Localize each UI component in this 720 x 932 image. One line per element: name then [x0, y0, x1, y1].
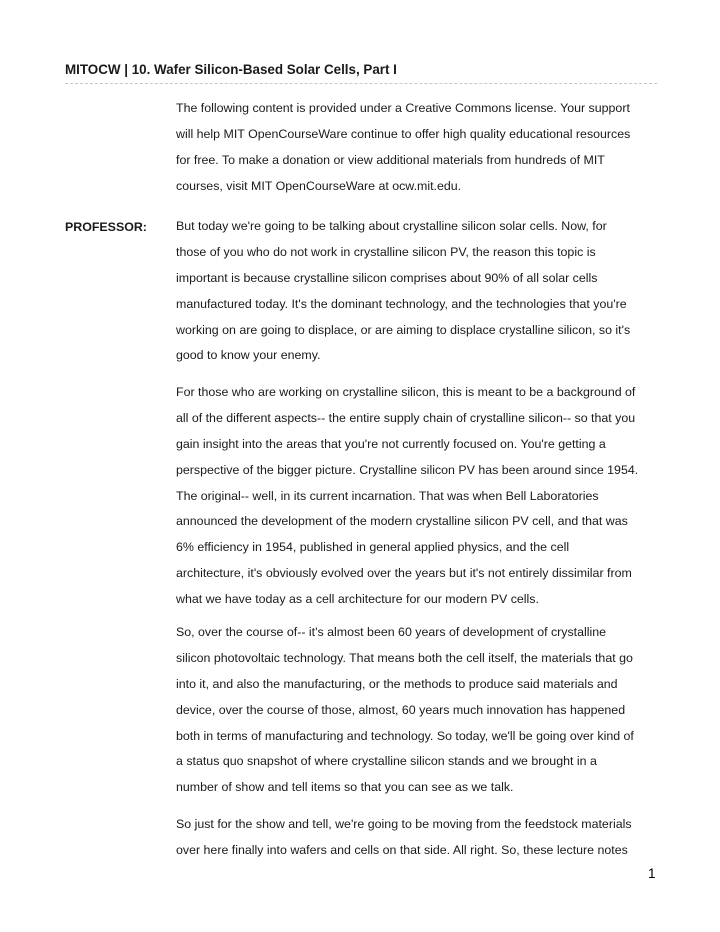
text-line: a status quo snapshot of where crystalline silicon stands and we brought in a [176, 754, 597, 769]
text-line: good to know your enemy. [176, 348, 321, 363]
text-line: those of you who do not work in crystalline silicon PV, the reason this topic is [176, 244, 596, 259]
page-number: 1 [648, 866, 656, 881]
text-line: 6% efficiency in 1954, published in general applied physics, and the cell [176, 540, 570, 555]
header-divider [65, 83, 657, 84]
speaker-label: PROFESSOR: [65, 220, 147, 234]
text-line: both in terms of manufacturing and technology. So today, we'll be going over kind of [176, 728, 634, 743]
text-line: announced the development of the modern crystalline silicon PV cell, and that was [176, 514, 628, 529]
license-notice-paragraph [176, 96, 666, 200]
text-line: will help MIT OpenCourseWare continue to offer high quality educational resources [176, 126, 631, 141]
text-line: So just for the show and tell, we're going to be moving from the feedstock materials [176, 817, 632, 831]
transcript-paragraph [176, 380, 666, 613]
text-line: important is because crystalline silicon comprises about 90% of all solar cells [176, 270, 598, 285]
document-title: MITOCW | 10. Wafer Silicon-Based Solar Cells, Part I [65, 62, 397, 77]
text-line: courses, visit MIT OpenCourseWare at ocw.mit.edu. [176, 178, 462, 193]
text-line: gain insight into the areas that you're not currently focused on. You're getting a [176, 436, 606, 451]
text-line: perspective of the bigger picture. Crystalline silicon PV has been around since 1954. [176, 462, 639, 477]
text-line: So, over the course of-- it's almost been 60 years of development of crystalline [176, 625, 607, 639]
text-line: manufactured today. It's the dominant technology, and the technologies that you're [176, 296, 627, 311]
text-line: architecture, it's obviously evolved over the years but it's not entirely dissimilar from [176, 566, 632, 581]
text-line: The original-- well, in its current incarnation. That was when Bell Laboratories [176, 488, 599, 503]
text-line: what we have today as a cell architecture for our modern PV cells. [176, 592, 539, 607]
text-line: But today we're going to be talking about crystalline silicon solar cells. Now, for [176, 219, 607, 233]
text-line: working on are going to displace, or are aiming to displace crystalline silicon, so it's [176, 322, 631, 337]
text-line: silicon photovoltaic technology. That means both the cell itself, the materials that go [176, 650, 633, 665]
text-line: number of show and tell items so that you can see as we talk. [176, 780, 514, 795]
text-line: For those who are working on crystalline silicon, this is meant to be a background of [176, 385, 636, 399]
transcript-paragraph [176, 812, 666, 864]
text-line: over here finally into wafers and cells on that side. All right. So, these lecture notes [176, 842, 628, 857]
text-line: device, over the course of those, almost, 60 years much innovation has happened [176, 702, 626, 717]
text-line: The following content is provided under a Creative Commons license. Your support [176, 101, 630, 115]
transcript-paragraph [176, 620, 666, 801]
text-line: for free. To make a donation or view additional materials from hundreds of MIT [176, 152, 605, 167]
transcript-paragraph [176, 214, 666, 369]
text-line: all of the different aspects-- the entire supply chain of crystalline silicon-- so that you [176, 410, 636, 425]
text-line: into it, and also the manufacturing, or the methods to produce said materials and [176, 676, 618, 691]
